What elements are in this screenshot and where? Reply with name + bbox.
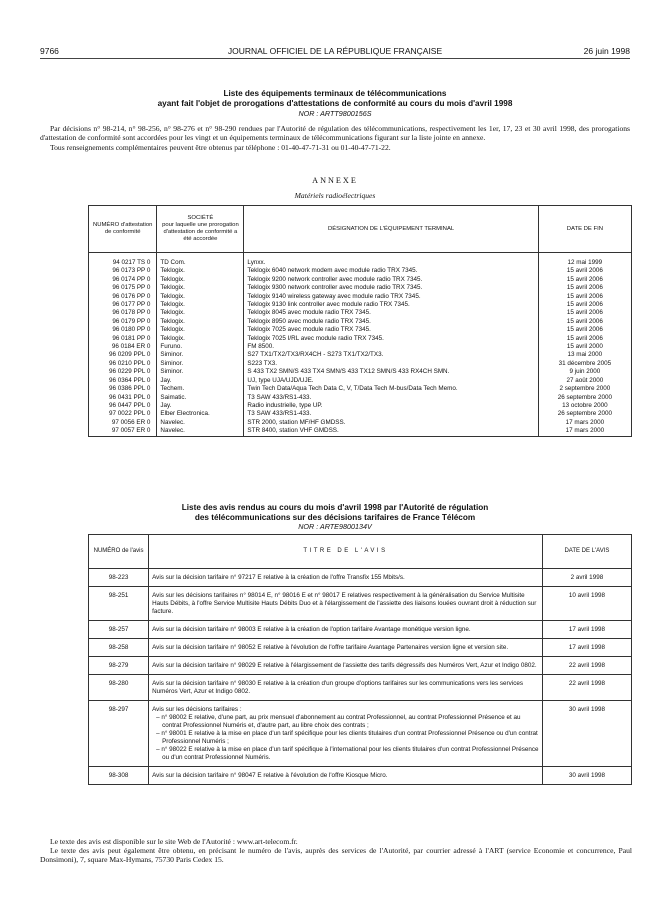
avis-number: 98-279	[89, 657, 149, 675]
table-row	[89, 377, 632, 385]
equipment-table-header	[89, 206, 632, 253]
attestation-number: 97 0056 ER 0	[89, 419, 157, 427]
designation: S 433 TX2 SMN/S 433 TX4 SMN/S 433 TX12 SMN/S 433 RX4CH SMN.	[244, 368, 538, 376]
attestation-number: 96 0447 PPL 0	[89, 402, 157, 410]
attestation-number: 97 0057 ER 0	[89, 427, 157, 436]
section1-title-line1: Liste des équipements terminaux de télécommunications	[223, 89, 447, 98]
date-fin: 15 avril 2006	[538, 301, 631, 309]
table-row	[89, 276, 632, 284]
attestation-number: 96 0179 PP 0	[89, 318, 157, 326]
footer-line-2: Le texte des avis peut également être obtenu, en précisant le numéro de l'avis, auprès des services de l'Autorité, par courrier adressé à l'ART (service Economie et concurrence, Paul Donsimoni), 7, square Max-Hymans, 75730 Paris Cedex 15.	[40, 846, 632, 865]
attestation-number: 96 0178 PP 0	[89, 309, 157, 317]
avis-table	[88, 534, 632, 785]
date-fin: 15 avril 2006	[538, 326, 631, 334]
section2-title-line2: des télécommunications sur des décisions tarifaires de France Télécom	[194, 512, 476, 522]
avis-title: Avis sur la décision tarifaire n° 98047 E relative à l'évolution de l'offre Kiosque Micro.	[152, 772, 388, 779]
table-row	[89, 343, 632, 351]
attestation-number: 96 0181 PP 0	[89, 335, 157, 343]
date-fin: 15 avril 2006	[538, 335, 631, 343]
avis-title: Avis sur la décision tarifaire n° 98052 E relative à l'évolution de l'offre tarifaire Avantage Partenaires version ligne et version site.	[152, 644, 509, 651]
attestation-number: 96 0175 PP 0	[89, 284, 157, 292]
footer-line-1: Le texte des avis est disponible sur le site Web de l'Autorité : www.art-telecom.fr.	[50, 837, 298, 846]
table-row	[89, 368, 632, 376]
equipment-table-body	[89, 253, 632, 437]
list-item: – n° 98001 E relative à la mise en place d'un tarif spécifique pour les clients titulaires d'un contrat Professionnel Présence ou d'un contrat Professionnel Numéris ;	[156, 730, 538, 745]
avis-table-body	[89, 569, 632, 785]
attestation-number: 96 0184 ER 0	[89, 343, 157, 351]
page-number: 9766	[40, 46, 59, 56]
avis-title-cell	[149, 639, 543, 657]
footer-notes	[40, 837, 632, 865]
col-header-date-fin: DATE DE FIN	[538, 206, 631, 253]
table-row	[89, 309, 632, 317]
table-row	[89, 284, 632, 292]
societe: Teklogix.	[157, 276, 244, 284]
annexe-heading: ANNEXE	[312, 176, 358, 185]
avis-number: 98-251	[89, 587, 149, 621]
avis-title: Avis sur les décisions tarifaires n° 98014 E, n° 98016 E et n° 98017 E relatives respectivement à la généralisation du Service Multisite Hauts Débits, à l'offre Service Multisite Hauts Débits Duo et à l'élargissement de l'assiette des liaisons louées ouvrant droit à réduction sur facture.	[152, 592, 537, 615]
designation: Teklogix 9200 network controller avec module radio TRX 7345.	[244, 276, 538, 284]
attestation-number: 96 0174 PP 0	[89, 276, 157, 284]
table-row	[89, 427, 632, 436]
avis-title: Avis sur la décision tarifaire n° 98030 E relative à la création d'un groupe d'options tarifaires sur les communications vers les services Numéros Vert, Azur et Indigo 0802.	[152, 680, 523, 695]
avis-date: 30 avril 1998	[542, 767, 631, 785]
table-row	[89, 301, 632, 309]
avis-number: 98-308	[89, 767, 149, 785]
avis-number: 98-257	[89, 621, 149, 639]
date-fin: 12 mai 1999	[538, 259, 631, 267]
societe: Teklogix.	[157, 301, 244, 309]
societe: Navelec.	[157, 419, 244, 427]
intro-paragraph-1: Par décisions n° 98-214, n° 98-256, n° 98-276 et n° 98-290 rendues par l'Autorité de régulation des télécommunications, respectivement les 1er, 17, 23 et 30 avril 1998, des prorogations d'attestation de conformité sont accordées pour les vingt et un équipements terminaux de télécommunications figurant sur la liste jointe en annexe.	[40, 124, 630, 143]
table-row	[89, 360, 632, 368]
section1-nor: NOR : ARTT9800156S	[298, 109, 372, 118]
col-header-titre: TITRE DE L'AVIS	[149, 535, 543, 569]
date-fin: 15 avril 2000	[538, 343, 631, 351]
societe: Siminor.	[157, 351, 244, 359]
avis-title-cell	[149, 675, 543, 701]
avis-title-cell	[149, 767, 543, 785]
table-row	[89, 701, 632, 767]
designation: Teklogix 8045 avec module radio TRX 7345.	[244, 309, 538, 317]
avis-date: 17 avril 1998	[542, 621, 631, 639]
attestation-number: 96 0364 PPL 0	[89, 377, 157, 385]
table-row	[89, 394, 632, 402]
table-row	[89, 402, 632, 410]
date-fin: 15 avril 2006	[538, 267, 631, 275]
avis-title-cell	[149, 657, 543, 675]
societe: Teklogix.	[157, 309, 244, 317]
col-header-date-avis: DATE DE L'AVIS	[542, 535, 631, 569]
table-row	[89, 410, 632, 418]
date-fin: 15 avril 2006	[538, 284, 631, 292]
designation: S27 TX1/TX2/TX3/RX4CH - S273 TX1/TX2/TX3.	[244, 351, 538, 359]
societe: Siminor.	[157, 360, 244, 368]
intro-paragraph-2: Tous renseignements complémentaires peuvent être obtenus par téléphone : 01-40-47-71-31 ou 01-40-47-71-22.	[50, 142, 391, 152]
date-fin: 15 avril 2006	[538, 276, 631, 284]
avis-date: 10 avril 1998	[542, 587, 631, 621]
section1-intro	[40, 124, 630, 152]
designation: Radio industrielle, type UP.	[244, 402, 538, 410]
designation: UJ, type UJA/UJD/UJE.	[244, 377, 538, 385]
table-row	[89, 293, 632, 301]
designation: Teklogix 7025 I/RL avec module radio TRX 7345.	[244, 335, 538, 343]
section2-title-line1: Liste des avis rendus au cours du mois d'avril 1998 par l'Autorité de régulation	[181, 503, 489, 512]
avis-title-cell	[149, 621, 543, 639]
table-row	[89, 657, 632, 675]
date-fin: 26 septembre 2000	[538, 410, 631, 418]
date-fin: 17 mars 2000	[538, 419, 631, 427]
societe: Techem.	[157, 385, 244, 393]
section2-nor: NOR : ARTE9800134V	[298, 522, 372, 531]
col-header-societe-sub: pour laquelle une prorogation d'attestation de conformité a été accordée	[162, 222, 239, 242]
col-header-societe-title: SOCIÉTÉ	[187, 215, 214, 221]
col-header-numero-avis: NUMÉRO de l'avis	[89, 535, 149, 569]
table-row	[89, 569, 632, 587]
date-fin: 31 décembre 2005	[538, 360, 631, 368]
equipment-table	[88, 205, 632, 437]
societe: Teklogix.	[157, 335, 244, 343]
attestation-number: 96 0173 PP 0	[89, 267, 157, 275]
date-fin: 27 août 2000	[538, 377, 631, 385]
table-row	[89, 385, 632, 393]
designation: Teklogix 7025 avec module radio TRX 7345.	[244, 326, 538, 334]
table-row	[89, 267, 632, 275]
section2-title	[40, 503, 630, 522]
societe: Navelec.	[157, 427, 244, 436]
section1-title	[40, 89, 630, 108]
societe: Saimatic.	[157, 394, 244, 402]
table-row	[89, 351, 632, 359]
avis-number: 98-297	[89, 701, 149, 767]
attestation-number: 96 0209 PPL 0	[89, 351, 157, 359]
table-row	[89, 318, 632, 326]
avis-sub-list	[152, 714, 539, 762]
table-row	[89, 419, 632, 427]
designation: STR 2000, station MF/HF GMDSS.	[244, 419, 538, 427]
attestation-number: 97 0022 PPL 0	[89, 410, 157, 418]
section1-title-line2: ayant fait l'objet de prorogations d'attestations de conformité au cours du mois d'avril 1998	[157, 98, 513, 108]
attestation-number: 96 0176 PP 0	[89, 293, 157, 301]
societe: Furuno.	[157, 343, 244, 351]
designation: Teklogix 9300 network controller avec module radio TRX 7345.	[244, 284, 538, 292]
attestation-number: 96 0210 PPL 0	[89, 360, 157, 368]
avis-number: 98-280	[89, 675, 149, 701]
attestation-number: 96 0431 PPL 0	[89, 394, 157, 402]
date-fin: 15 avril 2006	[538, 318, 631, 326]
date-fin: 26 septembre 2000	[538, 394, 631, 402]
designation: FM 8500.	[244, 343, 538, 351]
attestation-number: 96 0386 PPL 0	[89, 385, 157, 393]
avis-number: 98-258	[89, 639, 149, 657]
list-item: – n° 98022 E relative à la mise en place d'un tarif spécifique à l'international pour les clients titulaires d'un contrat Professionnel Présence ou d'un contrat Professionnel Numéris.	[156, 746, 539, 761]
designation: Twin Tech Data/Aqua Tech Data C, V, T/Data Tech M-bus/Data Tech Memo.	[244, 385, 538, 393]
avis-title-cell	[149, 701, 543, 767]
journal-title: JOURNAL OFFICIEL DE LA RÉPUBLIQUE FRANÇAISE	[227, 46, 443, 56]
avis-date: 2 avril 1998	[542, 569, 631, 587]
list-item: – n° 98002 E relative, d'une part, au prix mensuel d'abonnement au contrat Professionnel, au contrat Professionnel Présence et au contrat Professionnel Numéris et, d'autre part, au libre choix des contrats ;	[156, 714, 521, 729]
avis-title: Avis sur la décision tarifaire n° 98003 E relative à la création de l'option tarifaire Avantage monétique version ligne.	[152, 626, 471, 633]
avis-date: 22 avril 1998	[542, 675, 631, 701]
table-row	[89, 326, 632, 334]
date-fin: 2 septembre 2000	[538, 385, 631, 393]
date-fin: 13 octobre 2000	[538, 402, 631, 410]
page-header	[40, 46, 630, 59]
date-fin: 15 avril 2006	[538, 293, 631, 301]
date-fin: 9 juin 2000	[538, 368, 631, 376]
date-fin: 13 mai 2000	[538, 351, 631, 359]
col-header-designation: DÉSIGNATION DE L'ÉQUIPEMENT TERMINAL	[244, 206, 538, 253]
avis-number: 98-223	[89, 569, 149, 587]
avis-date: 22 avril 1998	[542, 657, 631, 675]
societe: Jay.	[157, 402, 244, 410]
designation: S223 TX3.	[244, 360, 538, 368]
societe: Teklogix.	[157, 293, 244, 301]
societe: Jay.	[157, 377, 244, 385]
table-row	[89, 335, 632, 343]
attestation-number: 96 0177 PP 0	[89, 301, 157, 309]
avis-title: Avis sur la décision tarifaire n° 97217 E relative à la création de l'offre Transfix 155 Mbits/s.	[152, 574, 405, 581]
attestation-number: 94 0217 TS 0	[89, 259, 157, 267]
col-header-numero: NUMÉRO d'attestation de conformité	[89, 206, 157, 253]
date-fin: 15 avril 2006	[538, 309, 631, 317]
avis-title: Avis sur les décisions tarifaires :	[152, 706, 242, 713]
designation: T3 SAW 433/RS1-433.	[244, 410, 538, 418]
societe: Teklogix.	[157, 326, 244, 334]
societe: Elber Electronica.	[157, 410, 244, 418]
societe: Teklogix.	[157, 318, 244, 326]
societe: Siminor.	[157, 368, 244, 376]
issue-date: 26 juin 1998	[583, 46, 630, 56]
table-row	[89, 639, 632, 657]
annexe-subheading: Matériels radioélectriques	[294, 191, 376, 200]
designation: Teklogix 9140 wireless gateway avec module radio TRX 7345.	[244, 293, 538, 301]
designation: Teklogix 6040 network modem avec module radio TRX 7345.	[244, 267, 538, 275]
table-row	[89, 675, 632, 701]
date-fin: 17 mars 2000	[538, 427, 631, 436]
table-row	[89, 259, 632, 267]
societe: Teklogix.	[157, 267, 244, 275]
designation: STR 8400, station VHF GMDSS.	[244, 427, 538, 436]
societe: TD Com.	[157, 259, 244, 267]
designation: Lynxx.	[244, 259, 538, 267]
designation: T3 SAW 433/RS1-433.	[244, 394, 538, 402]
avis-title: Avis sur la décision tarifaire n° 98029 E relative à l'élargissement de l'assiette des tarifs dégressifs des Numéros Vert, Azur et Indigo 0802.	[152, 662, 537, 669]
attestation-number: 96 0229 PPL 0	[89, 368, 157, 376]
designation: Teklogix 9130 link controller avec module radio TRX 7345.	[244, 301, 538, 309]
table-row	[89, 587, 632, 621]
avis-table-header	[89, 535, 632, 569]
table-row	[89, 621, 632, 639]
avis-date: 17 avril 1998	[542, 639, 631, 657]
avis-title-cell	[149, 569, 543, 587]
avis-date: 30 avril 1998	[542, 701, 631, 767]
designation: Teklogix 8950 avec module radio TRX 7345.	[244, 318, 538, 326]
avis-title-cell	[149, 587, 543, 621]
table-row	[89, 767, 632, 785]
attestation-number: 96 0180 PP 0	[89, 326, 157, 334]
societe: Teklogix.	[157, 284, 244, 292]
col-header-societe	[157, 206, 244, 253]
